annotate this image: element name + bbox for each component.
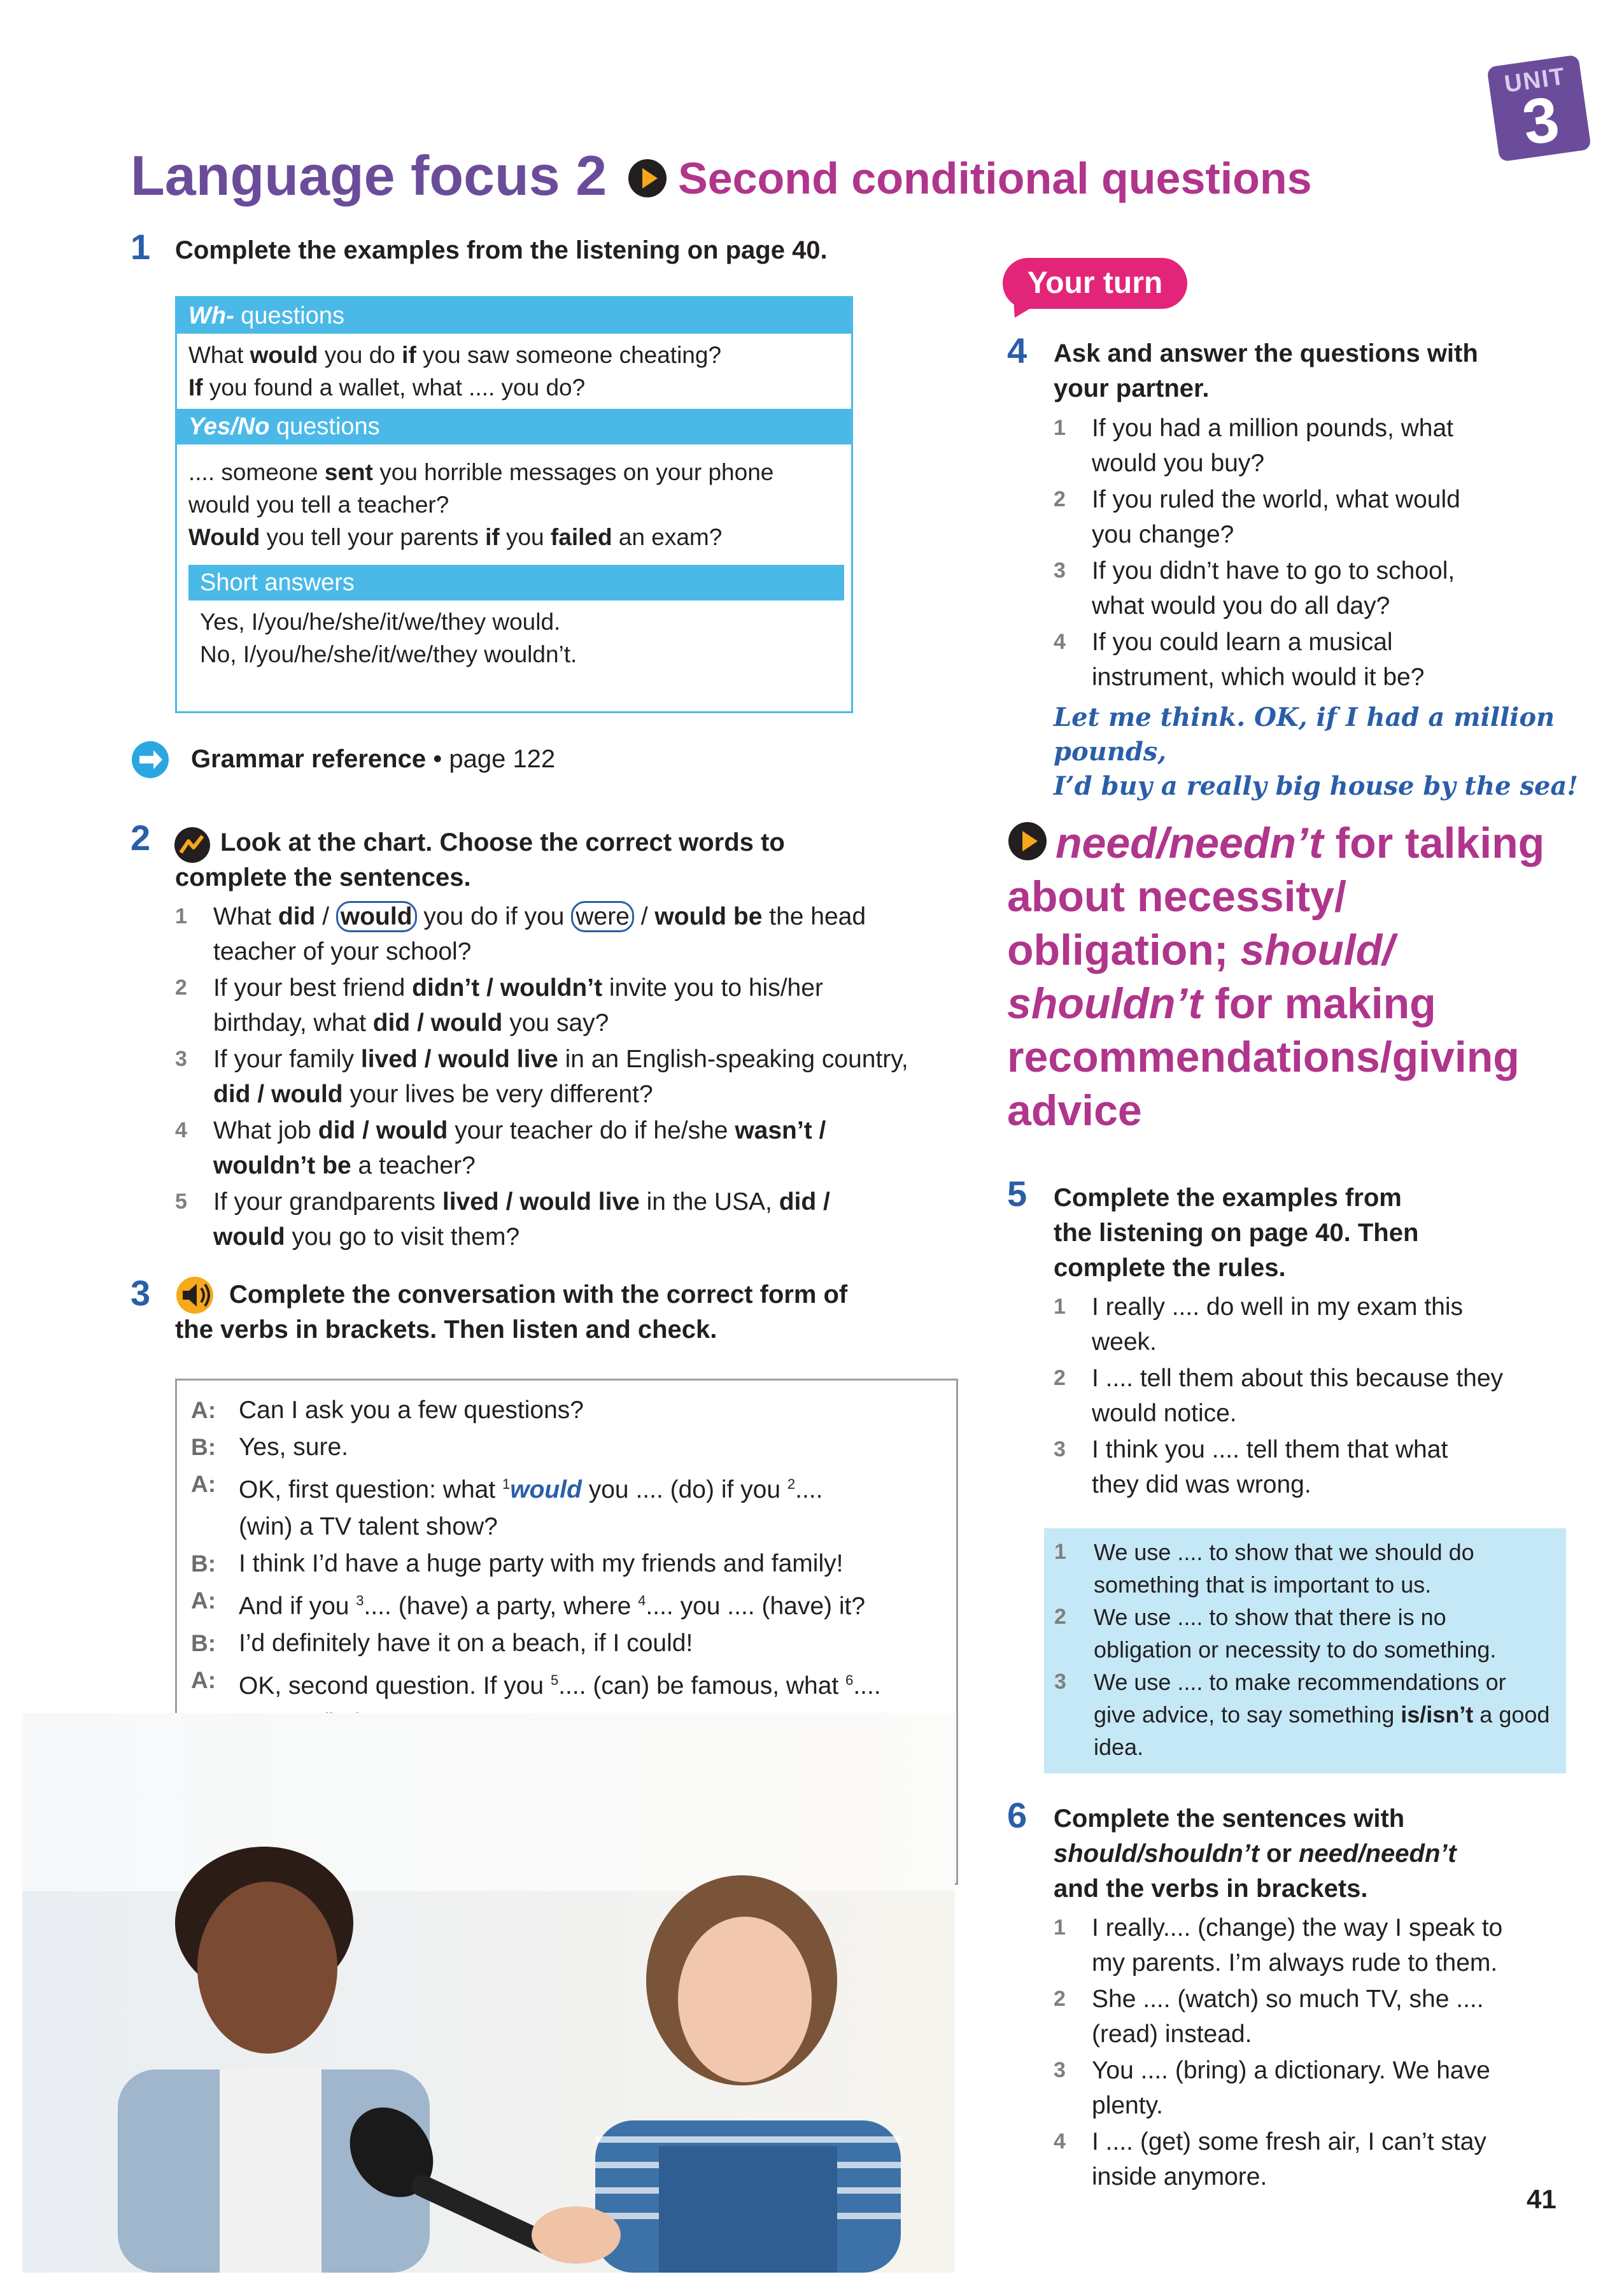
rule-item: 3 We use .... to make recommendations or give advice, to say something is/isn’t a good idea. bbox=[1054, 1669, 1550, 1760]
page-number: 41 bbox=[1527, 2184, 1557, 2214]
ex2-number: 2 bbox=[131, 818, 151, 858]
list-item: 1 I really.... (change) the way I speak to my parents. I’m always rude to them. bbox=[1054, 1914, 1503, 1977]
list-item: 2 She .... (watch) so much TV, she .... (read) instead. bbox=[1054, 1985, 1484, 2048]
list-item: 2 If your best friend didn’t / wouldn’t invite you to his/her birthday, what did / would you say? bbox=[175, 974, 823, 1037]
play-icon bbox=[627, 158, 668, 199]
ex6-heading-line2: should/shouldn’t or need/needn’t bbox=[1054, 1840, 1457, 1868]
rule-item: 1 We use .... to show that we should do something that is important to us. bbox=[1054, 1539, 1474, 1598]
dialogue-line: A: Can I ask you a few questions? bbox=[191, 1396, 584, 1424]
audio-speaker-icon bbox=[175, 1275, 218, 1315]
example-answer: would bbox=[510, 1476, 582, 1503]
section-heading: need/needn’t for talking about necessity/ obligation; should/ shouldn’t for making recommendations/giving advice bbox=[1007, 819, 1545, 1135]
rules-box bbox=[1044, 1528, 1566, 1773]
wh-examples: What would you do if you saw someone cheating? If you found a wallet, what .... you do? bbox=[188, 342, 722, 401]
list-item: 1 What did / would you do if you were / would be the head teacher of your school? bbox=[175, 899, 964, 969]
ex3-number: 3 bbox=[131, 1273, 151, 1313]
list-item: 5 If your grandparents lived / would live in the USA, did / would you go to visit them? bbox=[175, 1188, 830, 1251]
circled-answer: were bbox=[571, 901, 634, 932]
example-response: Let me think. OK, if I had a million pounds, I’d buy a really big house by the sea! bbox=[1054, 702, 1578, 801]
ex6-list bbox=[1054, 1910, 1576, 2196]
list-item: 3 I think you .... tell them that what they did was wrong. bbox=[1054, 1436, 1448, 1498]
list-item: 3 If your family lived / would live in an English-speaking country, did / would your lives be very different? bbox=[175, 1046, 908, 1108]
ex4-heading-line2: your partner. bbox=[1054, 374, 1210, 402]
play-icon bbox=[1007, 821, 1048, 862]
yes-no-questions-band: Yes/No questions bbox=[177, 409, 851, 444]
dialogue-line: B: I think I’d have a huge party with my friends and family! bbox=[191, 1550, 844, 1577]
your-turn-badge: Your turn bbox=[1003, 258, 1187, 309]
interview-photo bbox=[22, 1713, 955, 2273]
rule-item: 2 We use .... to show that there is no obligation or necessity to do something. bbox=[1054, 1604, 1497, 1663]
short-answers: Yes, I/you/he/she/it/we/they would. No, I/you/he/she/it/we/they wouldn’t. bbox=[200, 609, 577, 667]
ex5-heading-line2: the listening on page 40. Then bbox=[1054, 1219, 1419, 1247]
dialogue-line: A: And if you $^3$.... (have) a party, where $^4$.... you .... (have) it? bbox=[191, 1587, 866, 1620]
arrow-right-icon bbox=[131, 740, 170, 779]
ex3-heading-line1: Complete the conversation with the correct form of bbox=[229, 1281, 848, 1309]
page-subtitle: Second conditional questions bbox=[678, 153, 1312, 203]
ex5-heading-line3: complete the rules. bbox=[1054, 1254, 1286, 1282]
short-answers-band: Short answers bbox=[188, 565, 844, 600]
ex5-list bbox=[1054, 1289, 1576, 1503]
ex4-number: 4 bbox=[1007, 330, 1027, 371]
list-item: 1 I really .... do well in my exam this week. bbox=[1054, 1293, 1464, 1356]
ex6-number: 6 bbox=[1007, 1795, 1027, 1835]
dialogue-line: A: OK, first question: what $^1$would you .... (do) if you $^2$.... (win) a TV talent show? bbox=[191, 1471, 823, 1540]
grammar-reference-link[interactable]: Grammar reference • page 122 bbox=[191, 745, 556, 773]
yes-no-examples: .... someone sent you horrible messages on your phone would you tell a teacher? Would you tell your parents if you failed an exam? bbox=[188, 459, 774, 550]
grammar-box bbox=[175, 296, 853, 713]
ex2-list bbox=[175, 899, 964, 1256]
ex1-heading: Complete the examples from the listening on page 40. bbox=[175, 236, 828, 264]
dialogue-line: A: OK, second question. If you $^5$.... (can) be famous, what $^6$.... bbox=[191, 1667, 881, 1700]
list-item: 3 If you didn’t have to go to school, what would you do all day? bbox=[1054, 557, 1455, 620]
ex6-heading-line1: Complete the sentences with bbox=[1054, 1805, 1405, 1833]
list-item: 1 If you had a million pounds, what would you buy? bbox=[1054, 415, 1454, 477]
wh-questions-band: Wh- questions bbox=[177, 298, 851, 334]
unit-label: UNIT bbox=[1502, 62, 1568, 98]
ex2-heading-line1: Look at the chart. Choose the correct words to bbox=[220, 828, 785, 856]
ex6-heading-line3: and the verbs in brackets. bbox=[1054, 1875, 1368, 1903]
ex3-heading-line2: the verbs in brackets. Then listen and check. bbox=[175, 1316, 717, 1344]
list-item: 3 You .... (bring) a dictionary. We have plenty. bbox=[1054, 2057, 1490, 2119]
ex4-heading-line1: Ask and answer the questions with bbox=[1054, 339, 1478, 367]
list-item: 4 If you could learn a musical instrument, which would it be? bbox=[1054, 628, 1425, 691]
ex5-number: 5 bbox=[1007, 1174, 1027, 1214]
list-item: 4 What job did / would your teacher do if he/she wasn’t / wouldn’t be a teacher? bbox=[175, 1117, 826, 1179]
page-title: Language focus 2 bbox=[131, 144, 607, 207]
list-item: 2 I .... tell them about this because they would notice. bbox=[1054, 1365, 1504, 1427]
chart-icon bbox=[173, 826, 211, 864]
circled-answer: would bbox=[336, 901, 417, 932]
ex4-list bbox=[1054, 411, 1576, 696]
ex2-heading-line2: complete the sentences. bbox=[175, 863, 471, 891]
unit-number: 3 bbox=[1518, 83, 1564, 159]
dialogue-line: B: I’d definitely have it on a beach, if I could! bbox=[191, 1629, 693, 1657]
dialogue-line: B: Yes, sure. bbox=[191, 1433, 348, 1461]
unit-badge bbox=[1486, 55, 1591, 162]
list-item: 4 I .... (get) some fresh air, I can’t stay inside anymore. bbox=[1054, 2128, 1486, 2190]
ex5-heading-line1: Complete the examples from bbox=[1054, 1184, 1402, 1212]
list-item: 2 If you ruled the world, what would you change? bbox=[1054, 486, 1460, 548]
ex1-number: 1 bbox=[131, 227, 151, 267]
